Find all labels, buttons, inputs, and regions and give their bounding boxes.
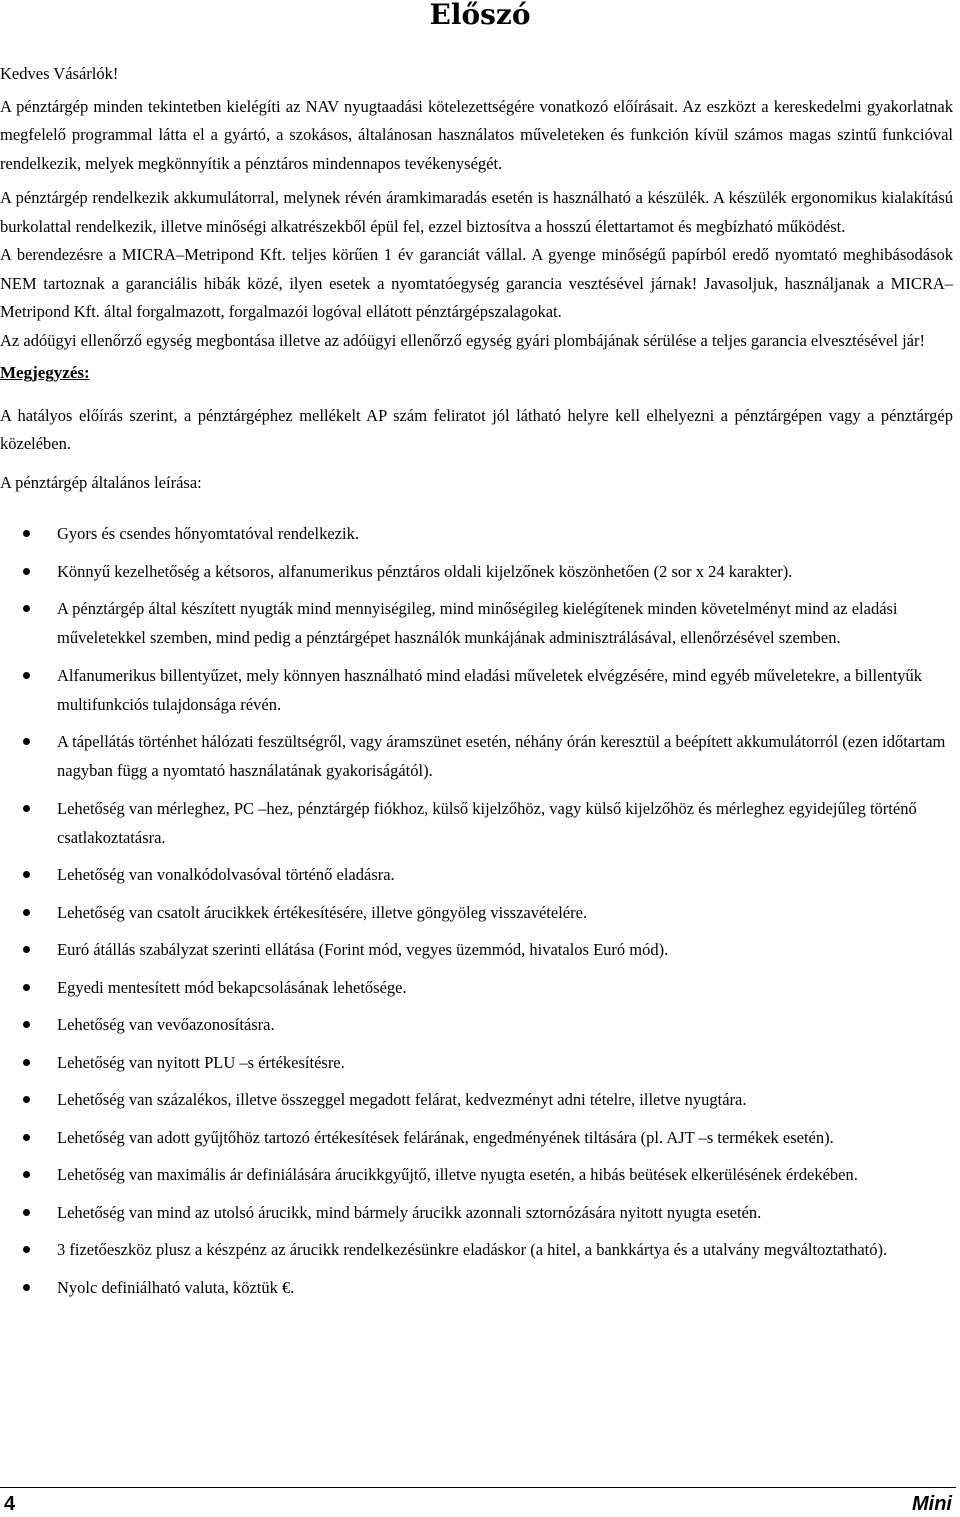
bullet-icon	[23, 805, 30, 812]
bullet-icon	[23, 984, 30, 991]
list-item: A pénztárgép által készített nyugták mind mennyiségileg, mind minőségileg kielégítenek minden követelményt mind az eladási műveletekkel szemben, mind pedig a pénztárgépet használók munkájának adminisztrálásával, ellenőrzésével szemben.	[0, 594, 953, 652]
list-item: Lehetőség van maximális ár definiálására árucikkgyűjtő, illetve nyugta esetén, a hibás beütések elkerülésének érdekében.	[0, 1160, 953, 1189]
list-item: A tápellátás történhet hálózati feszültségről, vagy áramszünet esetén, néhány órán keresztül a beépített akkumulátorról (ezen időtartam nagyban függ a nyomtató használatának gyakoriságától).	[0, 727, 953, 785]
list-item: Nyolc definiálható valuta, köztük €.	[0, 1273, 953, 1302]
bullet-icon	[23, 605, 30, 612]
feature-list	[0, 519, 953, 1302]
bullet-icon	[23, 568, 30, 575]
battery-paragraph: A pénztárgép rendelkezik akkumulátorral, melynek révén áramkimaradás esetén is használható a készülék. A készülék ergonomikus kialakítású burkolattal rendelkezik, illetve minőségi alkatrészekből épül fel, ezzel biztosítva a hosszú élettartamot és megbízható működést.	[0, 188, 953, 236]
footer-product-name: Mini	[912, 1493, 952, 1515]
list-item: Lehetőség van vonalkódolvasóval történő eladásra.	[0, 860, 953, 889]
greeting: Kedves Vásárlók!	[0, 64, 119, 83]
bullet-icon	[23, 1134, 30, 1141]
list-item: Lehetőség van százalékos, illetve összeggel megadott felárat, kedvezményt adni tételre, illetve nyugtára.	[0, 1085, 953, 1114]
list-item: Euró átállás szabályzat szerinti ellátása (Forint mód, vegyes üzemmód, hivatalos Euró mód).	[0, 935, 953, 964]
document-body	[0, 60, 953, 1310]
warranty-paragraph: A berendezésre a MICRA–Metripond Kft. teljes körűen 1 év garanciát vállal. A gyenge minőségű papírból eredő nyomtató meghibásodások NEM tartoznak a garanciális hibák közé, ilyen esetek a nyomtatóegység garancia vesztésével járnak! Javasoljuk, használjanak a MICRA–Metripond Kft. által forgalmazott, forgalmazói logóval ellátott pénztárgépszalagokat.	[0, 245, 953, 321]
footer-divider	[0, 1487, 956, 1488]
list-item: Alfanumerikus billentyűzet, mely könnyen használható mind eladási műveletek elvégzésére, mind egyéb műveletekre, a billentyűk multifunkciós tulajdonsága révén.	[0, 661, 953, 719]
list-item: Lehetőség van mind az utolsó árucikk, mind bármely árucikk azonnali sztornózására nyitott nyugta esetén.	[0, 1198, 953, 1227]
bullet-icon	[23, 1059, 30, 1066]
bullet-icon	[23, 530, 30, 537]
page-title: Előszó	[429, 0, 531, 31]
bullet-icon	[23, 871, 30, 878]
bullet-icon	[23, 1209, 30, 1216]
bullet-icon	[23, 1096, 30, 1103]
intro-paragraph: A pénztárgép minden tekintetben kielégíti az NAV nyugtaadási kötelezettségére vonatkozó előírásait. Az eszközt a kereskedelmi gyakorlatnak megfelelő programmal látta el a gyártó, a szokásos, általánosan használatos műveleteken és funkción kívül számos magas szintű funkcióval rendelkezik, melyek megkönnyítik a pénztáros mindennapos tevékenységét.	[0, 96, 953, 173]
list-item: Lehetőség van vevőazonosításra.	[0, 1010, 953, 1039]
list-item: Lehetőség van csatolt árucikkek értékesítésére, illetve göngyöleg visszavételére.	[0, 898, 953, 927]
bullet-icon	[23, 738, 30, 745]
list-item: 3 fizetőeszköz plusz a készpénz az árucikk rendelkezésünkre eladáskor (a hitel, a bankkártya és a utalvány megváltoztatható).	[0, 1235, 953, 1264]
description-heading: A pénztárgép általános leírása:	[0, 472, 202, 492]
bullet-icon	[23, 672, 30, 679]
note-heading: Megjegyzés:	[0, 363, 90, 382]
page-number: 4	[4, 1493, 16, 1515]
list-item: Lehetőség van adott gyűjtőhöz tartozó értékesítések felárának, engedményének tiltására (pl. AJT –s termékek esetén).	[0, 1123, 953, 1152]
bullet-icon	[23, 946, 30, 953]
list-item: Lehetőség van mérleghez, PC –hez, pénztárgép fiókhoz, külső kijelzőhöz, vagy külső kijelzőhöz és mérleghez egyidejűleg történő csatlakoztatásra.	[0, 794, 953, 852]
bullet-icon	[23, 1171, 30, 1178]
bullet-icon	[23, 1246, 30, 1253]
list-item: Gyors és csendes hőnyomtatóval rendelkezik.	[0, 519, 953, 548]
list-item: Könnyű kezelhetőség a kétsoros, alfanumerikus pénztáros oldali kijelzőnek köszönhetően (2 sor x 24 karakter).	[0, 557, 953, 586]
note-text: A hatályos előírás szerint, a pénztárgéphez mellékelt AP szám feliratot jól látható helyre kell elhelyezni a pénztárgépen vagy a pénztárgép közelében.	[0, 405, 953, 453]
list-item: Lehetőség van nyitott PLU –s értékesítésre.	[0, 1048, 953, 1077]
list-item: Egyedi mentesített mód bekapcsolásának lehetősége.	[0, 973, 953, 1002]
bullet-icon	[23, 909, 30, 916]
fiscal-unit-paragraph: Az adóügyi ellenőrző egység megbontása illetve az adóügyi ellenőrző egység gyári plombájának sérülése a teljes garancia elvesztésével jár!	[0, 330, 925, 350]
bullet-icon	[23, 1284, 30, 1291]
bullet-icon	[23, 1021, 30, 1028]
